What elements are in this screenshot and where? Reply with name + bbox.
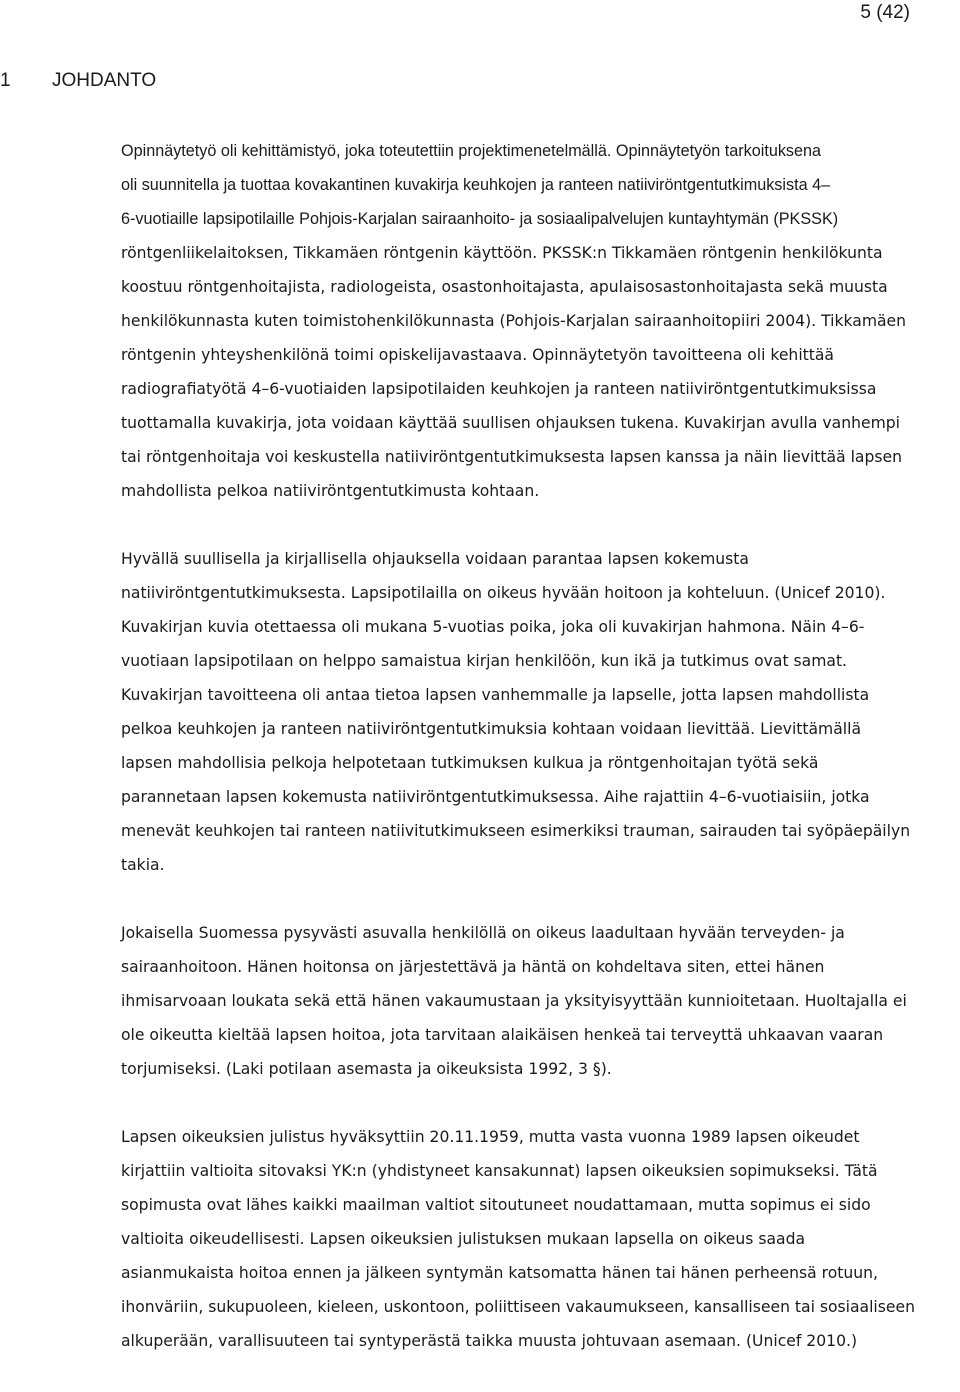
text-line: torjumiseksi. (Laki potilaan asemasta ja oikeuksista 1992, 3 §). [121,1060,612,1078]
paragraph-patient-rights [121,916,960,1086]
paragraph-introduction [121,134,960,508]
text-line: tuottamalla kuvakirja, jota voidaan käyttää suullisen ohjauksen tukena. Kuvakirjan avulla vanhempi [121,414,901,432]
text-line: asianmukaista hoitoa ennen ja jälkeen syntymän katsomatta hänen tai hänen perheensä rotuun, [121,1264,878,1282]
text-line: alkuperään, varallisuuteen tai syntyperästä taikka muusta johtuvaan asemaan. (Unicef 2010.) [121,1332,858,1350]
text-line: pelkoa keuhkojen ja ranteen natiiviröntgentutkimuksia kohtaan voidaan lievittää. Lievittämällä [121,720,862,738]
text-line: menevät keuhkojen tai ranteen natiivitutkimukseen esimerkiksi trauman, sairauden tai syöpäepäilyn [121,822,911,840]
text-line: valtioita oikeudellisesti. Lapsen oikeuksien julistuksen mukaan lapsella on oikeus saada [121,1230,806,1248]
text-line: Hyvällä suullisella ja kirjallisella ohjauksella voidaan parantaa lapsen kokemusta [121,550,749,568]
text-line: ole oikeutta kieltää lapsen hoitoa, jota tarvitaan alaikäisen henkeä tai terveyttä uhkaavan vaaran [121,1026,884,1044]
chapter-number: 1 [0,70,11,91]
text-line: ihonväriin, sukupuoleen, kieleen, uskontoon, poliittiseen vakaumukseen, kansalliseen tai sosiaaliseen [121,1298,915,1316]
text-line: ihmisarvoaan loukata sekä että hänen vakaumustaan ja yksityisyyttään kunnioitetaan. Huoltajalla ei [121,992,907,1010]
paragraph-child-rights [121,1120,960,1358]
text-line: oli suunnitella ja tuottaa kovakantinen kuvakirja keuhkojen ja ranteen natiiviröntgentutkimuksista 4– [121,176,831,194]
text-line: sopimusta ovat lähes kaikki maailman valtiot sitoutuneet noudattamaan, mutta sopimus ei sido [121,1196,871,1214]
chapter-heading [0,70,156,92]
text-line: kirjattiin valtioita sitovaksi YK:n (yhdistyneet kansakunnat) lapsen oikeuksien sopimukseksi. Tätä [121,1162,878,1180]
chapter-title: JOHDANTO [52,70,157,91]
paragraph-guidance [121,542,960,882]
text-line: natiiviröntgentutkimuksesta. Lapsipotilailla on oikeus hyvään hoitoon ja kohteluun. (Unicef 2010). [121,584,886,602]
text-line: henkilökunnasta kuten toimistohenkilökunnasta (Pohjois-Karjalan sairaanhoitopiiri 2004). Tikkamäen [121,312,907,330]
text-line: koostuu röntgenhoitajista, radiologeista, osastonhoitajasta, apulaisosastonhoitajasta sekä muusta [121,278,888,296]
text-line: Opinnäytetyö oli kehittämistyö, joka toteutettiin projektimenetelmällä. Opinnäytetyön tarkoituksena [121,142,822,160]
text-line: Kuvakirjan kuvia otettaessa oli mukana 5-vuotias poika, joka oli kuvakirjan hahmona. Näin 4–6- [121,618,865,636]
text-line: 6-vuotiaille lapsipotilaille Pohjois-Karjalan sairaanhoito- ja sosiaalipalvelujen kuntayhtymän (PKSSK) [121,210,839,228]
text-line: Jokaisella Suomessa pysyvästi asuvalla henkilöllä on oikeus laadultaan hyvään terveyden- ja [121,924,845,942]
text-line: Lapsen oikeuksien julistus hyväksyttiin 20.11.1959, mutta vasta vuonna 1989 lapsen oikeudet [121,1128,860,1146]
page-number: 5 (42) [860,2,910,23]
text-line: vuotiaan lapsipotilaan on helppo samaistua kirjan henkilöön, kun ikä ja tutkimus ovat samat. [121,652,848,670]
text-line: röntgenin yhteyshenkilönä toimi opiskelijavastaava. Opinnäytetyön tavoitteena oli kehittää [121,346,834,364]
text-line: röntgenliikelaitoksen, Tikkamäen röntgenin käyttöön. PKSSK:n Tikkamäen röntgenin henkilökunta [121,244,883,262]
body-text [121,134,960,1392]
text-line: mahdollista pelkoa natiiviröntgentutkimusta kohtaan. [121,482,540,500]
text-line: parannetaan lapsen kokemusta natiiviröntgentutkimuksessa. Aihe rajattiin 4–6-vuotiaisiin, jotka [121,788,870,806]
text-line: takia. [121,856,165,874]
text-line: sairaanhoitoon. Hänen hoitonsa on järjestettävä ja häntä on kohdeltava siten, ettei hänen [121,958,825,976]
text-line: tai röntgenhoitaja voi keskustella natiiviröntgentutkimuksesta lapsen kanssa ja näin lievittää lapsen [121,448,902,466]
text-line: radiografiatyötä 4–6-vuotiaiden lapsipotilaiden keuhkojen ja ranteen natiiviröntgentutkimuksissa [121,380,877,398]
text-line: lapsen mahdollisia pelkoja helpotetaan tutkimuksen kulkua ja röntgenhoitajan työtä sekä [121,754,819,772]
text-line: Kuvakirjan tavoitteena oli antaa tietoa lapsen vanhemmalle ja lapselle, jotta lapsen mahdollista [121,686,870,704]
